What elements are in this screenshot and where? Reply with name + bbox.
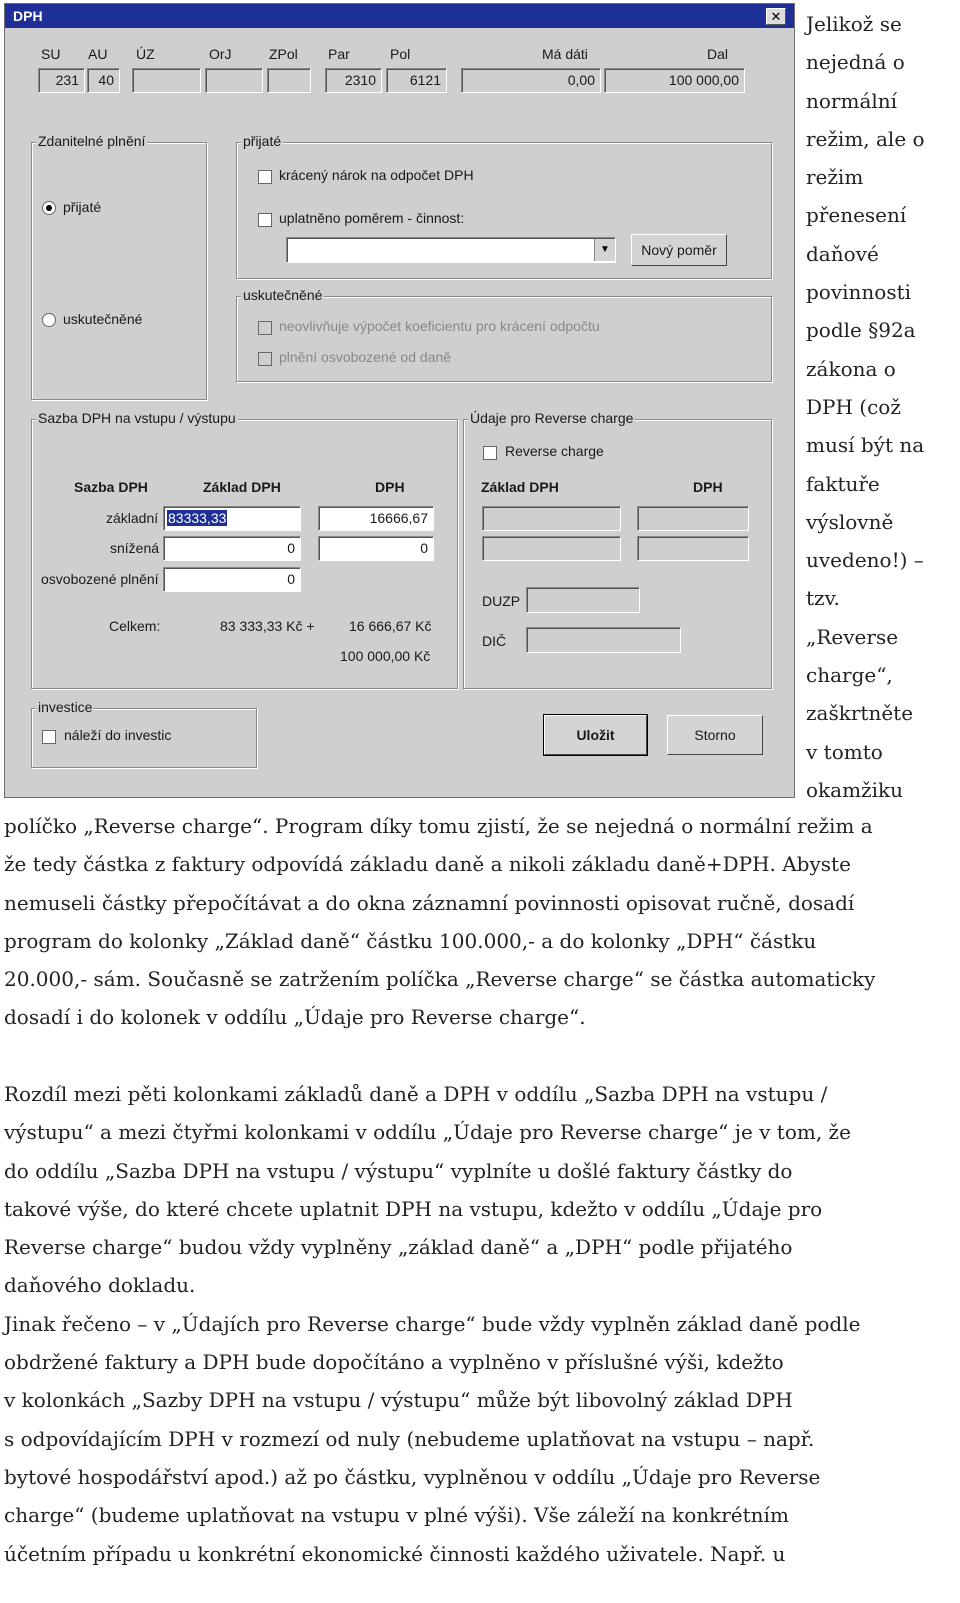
dal-field[interactable]: 100 000,00 <box>604 68 745 93</box>
reverse-charge-checkbox[interactable] <box>483 446 497 460</box>
osvobozene-label: plnění osvobozené od daně <box>279 349 452 365</box>
snizena-zaklad-input[interactable]: 0 <box>163 536 301 561</box>
side-line: normální <box>806 88 898 113</box>
snizena-label: snížená <box>110 540 160 556</box>
paragraph-line: Jinak řečeno – v „Údajích pro Reverse charge“ bude vždy vyplněn základ daně podle <box>4 1311 861 1336</box>
side-line: přenesení <box>806 203 907 228</box>
header-orj: OrJ <box>209 46 232 62</box>
header-dal: Dal <box>707 46 729 62</box>
zpol-field[interactable] <box>267 68 311 93</box>
neovlivnuje-checkbox[interactable] <box>258 321 272 335</box>
dph-dialog <box>4 3 795 798</box>
snizena-dph-input[interactable]: 0 <box>318 536 434 561</box>
side-line: povinnosti <box>806 280 912 305</box>
uskutecnene-radio-label: uskutečněné <box>63 311 143 327</box>
duzp-label: DUZP <box>482 593 521 609</box>
paragraph-line: obdržené faktury a DPH bude dopočítáno a vyplněno v příslušné výši, kdežto <box>4 1350 784 1375</box>
uskutecnene-title: uskutečněné <box>243 287 323 303</box>
paragraph-1 <box>4 807 954 1037</box>
paragraph-line: že tedy částka z faktury odpovídá základu daně a nikoli základu daně+DPH. Abyste <box>4 852 851 877</box>
header-zpol: ZPol <box>269 46 298 62</box>
celkem-total: 100 000,00 Kč <box>340 648 431 664</box>
side-line: daňové <box>806 241 879 266</box>
header-au: AU <box>88 46 108 62</box>
dialog-title: DPH <box>13 8 43 24</box>
reverse-zaklad-1-input[interactable] <box>482 506 621 531</box>
paragraph-line: v kolonkách „Sazby DPH na vstupu / výstupu“ může být libovolný základ DPH <box>4 1388 793 1413</box>
paragraph-line: Reverse charge“ budou vždy vyplněny „základ daně“ a „DPH“ podle přijatého <box>4 1235 793 1260</box>
investice-checkbox[interactable] <box>42 730 56 744</box>
reverse-col-dph: DPH <box>693 479 723 495</box>
kraceny-narok-label: krácený nárok na odpočet DPH <box>279 167 474 183</box>
zakladni-dph-input[interactable]: 16666,67 <box>318 506 434 531</box>
side-line: DPH (což <box>806 394 901 419</box>
celkem-dph: 16 666,67 Kč <box>349 618 432 634</box>
prijate-radio[interactable] <box>42 201 56 215</box>
side-line: režim <box>806 165 864 190</box>
pomerem-checkbox[interactable] <box>258 213 272 227</box>
uskutecnene-group <box>236 287 772 382</box>
ulozit-button[interactable]: Uložit <box>544 715 647 755</box>
zdanitelne-group <box>31 133 207 400</box>
sazba-col-sazba: Sazba DPH <box>74 479 148 495</box>
investice-label: náleží do investic <box>64 727 172 743</box>
paragraph-line: výstupu“ a mezi čtyřmi kolonkami v oddílu „Údaje pro Reverse charge“ je v tom, že <box>4 1120 851 1145</box>
reverse-title: Údaje pro Reverse charge <box>470 410 634 426</box>
side-line: faktuře <box>806 471 880 496</box>
uskutecnene-radio[interactable] <box>42 313 56 327</box>
side-line: charge“, <box>806 663 893 688</box>
osvobozene-zaklad-input[interactable]: 0 <box>163 567 301 592</box>
side-line: podle §92a <box>806 318 916 343</box>
paragraph-line: program do kolonky „Základ daně“ částku 100.000,- a do kolonky „DPH“ částku <box>4 928 817 953</box>
reverse-col-zaklad: Základ DPH <box>481 479 559 495</box>
side-line: uvedeno!) – <box>806 548 924 573</box>
prijate-radio-label: přijaté <box>63 199 102 215</box>
header-pol: Pol <box>390 46 411 62</box>
uz-field[interactable] <box>132 68 201 93</box>
paragraph-line: účetním případu u konkrétní ekonomické činnosti každého uživatele. Např. u <box>4 1541 786 1566</box>
paragraph-line: daňového dokladu. <box>4 1273 196 1298</box>
pomerem-label: uplatněno poměrem - činnost: <box>279 210 465 226</box>
sazba-col-dph: DPH <box>375 479 405 495</box>
zdanitelne-title: Zdanitelné plnění <box>38 133 146 149</box>
side-line: Jelikož se <box>806 12 902 36</box>
investice-title: investice <box>38 699 93 715</box>
paragraph-line: do oddílu „Sazba DPH na vstupu / výstupu“ vyplníte u došlé faktury částky do <box>4 1158 793 1183</box>
dic-label: DIČ <box>482 633 507 649</box>
cinnost-dropdown[interactable] <box>286 237 616 263</box>
reverse-dph-1-input[interactable] <box>637 506 749 531</box>
celkem-zaklad: 83 333,33 Kč + <box>220 618 315 634</box>
reverse-charge-label: Reverse charge <box>505 443 604 459</box>
sazba-title: Sazba DPH na vstupu / výstupu <box>38 410 236 426</box>
pol-field[interactable]: 6121 <box>386 68 447 93</box>
side-line: tzv. <box>806 586 840 611</box>
paragraph-line: nemuseli částky přepočítávat a do okna záznamní povinnosti opisovat ručně, dosadí <box>4 890 855 915</box>
sazba-col-zaklad: Základ DPH <box>203 479 281 495</box>
side-line: režim, ale o <box>806 126 925 151</box>
side-text <box>806 5 956 809</box>
paragraph-line: bytové hospodářství apod.) až po částku, vyplněnou v oddílu „Údaje pro Reverse <box>4 1464 821 1489</box>
dic-input[interactable] <box>526 627 681 653</box>
side-line: v tomto <box>806 739 883 764</box>
side-line: „Reverse <box>806 624 899 649</box>
chevron-down-icon[interactable]: ▼ <box>594 239 615 261</box>
paragraph-line: Rozdíl mezi pěti kolonkami základů daně a DPH v oddílu „Sazba DPH na vstupu / <box>4 1082 828 1106</box>
side-line: musí být na <box>806 433 925 458</box>
kraceny-narok-checkbox[interactable] <box>258 170 272 184</box>
side-line: zaškrtněte <box>806 701 914 726</box>
ma-dati-field[interactable]: 0,00 <box>461 68 601 93</box>
side-line: nejedná o <box>806 50 905 75</box>
header-uz: ÚZ <box>136 46 155 62</box>
duzp-input[interactable] <box>526 587 640 613</box>
zakladni-zaklad-input[interactable] <box>163 506 301 531</box>
celkem-label: Celkem: <box>109 618 161 634</box>
side-line: výslovně <box>806 509 894 534</box>
zakladni-zaklad-value: 83333,33 <box>168 510 227 526</box>
paragraph-2 <box>4 1075 954 1573</box>
novy-pomer-button[interactable]: Nový poměr <box>631 234 727 266</box>
paragraph-line: políčko „Reverse charge“. Program díky tomu zjistí, že se nejedná o normální režim a <box>4 814 873 838</box>
header-ma-dati: Má dáti <box>542 46 588 62</box>
neovlivnuje-label: neovlivňuje výpočet koeficientu pro krácení odpočtu <box>279 318 600 334</box>
osvobozene-checkbox[interactable] <box>258 352 272 366</box>
par-field[interactable]: 2310 <box>325 68 382 93</box>
au-field[interactable]: 40 <box>87 68 120 93</box>
dialog-titlebar <box>5 4 794 28</box>
osvobozene-plneni-label: osvobozené plnění <box>41 571 159 587</box>
paragraph-line: 20.000,- sám. Současně se zatržením políčka „Reverse charge“ se částka automaticky <box>4 967 876 992</box>
side-line: zákona o <box>806 356 896 381</box>
prijate-title: přijaté <box>243 133 282 149</box>
paragraph-line: takové výše, do které chcete uplatnit DPH na vstupu, kdežto v oddílu „Údaje pro <box>4 1196 823 1221</box>
close-button[interactable]: ✕ <box>766 8 786 25</box>
zakladni-label: základní <box>106 510 159 526</box>
paragraph-line: charge“ (budeme uplatňovat na vstupu v plné výši). Vše záleží na konkrétním <box>4 1503 789 1528</box>
orj-field[interactable] <box>205 68 263 93</box>
paragraph-line: s odpovídajícím DPH v rozmezí od nuly (nebudeme uplatňovat na vstupu – např. <box>4 1426 815 1451</box>
header-par: Par <box>328 46 350 62</box>
reverse-dph-2-input[interactable] <box>637 536 749 561</box>
reverse-zaklad-2-input[interactable] <box>482 536 621 561</box>
header-su: SU <box>41 46 61 62</box>
paragraph-line: dosadí i do kolonek v oddílu „Údaje pro Reverse charge“. <box>4 1005 586 1030</box>
su-field[interactable]: 231 <box>38 68 85 93</box>
side-line: okamžiku <box>806 777 903 802</box>
storno-button[interactable]: Storno <box>667 715 763 755</box>
